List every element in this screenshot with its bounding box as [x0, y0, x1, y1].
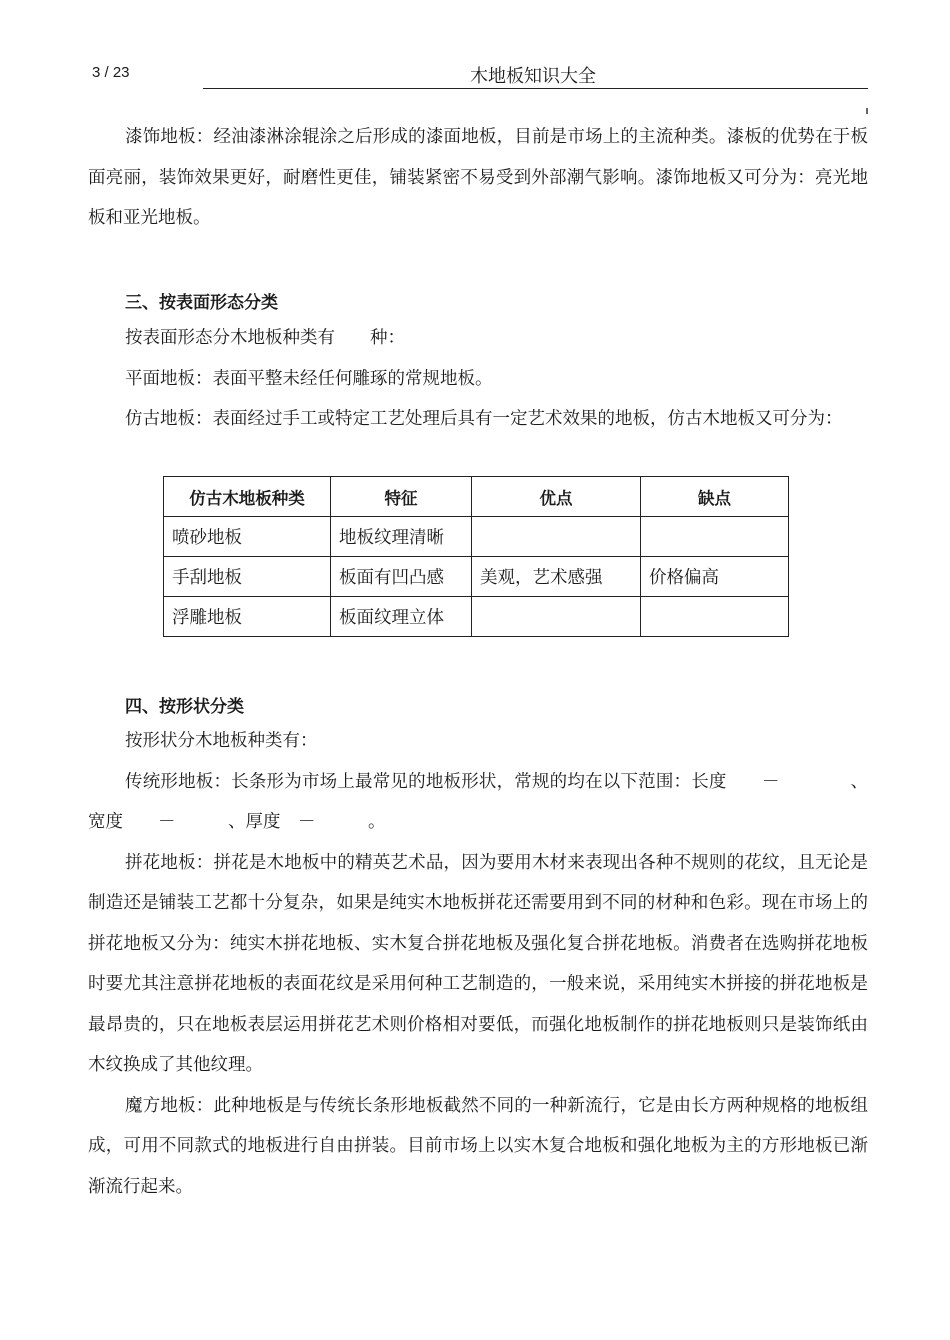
table-cell: 板面有凹凸感 — [331, 557, 472, 597]
table-header-cell: 特征 — [331, 477, 472, 517]
table-cell — [472, 597, 641, 637]
paragraph-lacquer: 漆饰地板：经油漆淋涂辊涂之后形成的漆面地板，目前是市场上的主流种类。漆板的优势在于板面亮丽，装饰效果更好，耐磨性更佳，铺装紧密不易受到外部潮气影响。漆饰地板又可分为：亮光地板和亚光地板。 — [88, 127, 868, 228]
table-cell — [641, 517, 789, 557]
table-header-cell: 仿古木地板种类 — [164, 477, 331, 517]
section-3-intro: 按表面形态分木地板种类有 种： — [125, 328, 405, 348]
table-cell: 地板纹理清晰 — [331, 517, 472, 557]
table-cell — [472, 517, 641, 557]
margin-tick — [866, 108, 868, 114]
table-row — [164, 557, 789, 597]
section-4-intro: 按形状分木地板种类有： — [125, 731, 318, 751]
section-4-heading: 四、按形状分类 — [125, 697, 244, 717]
section-3-heading: 三、按表面形态分类 — [125, 293, 278, 313]
table-header-cell: 缺点 — [641, 477, 789, 517]
page-number: 3 / 23 — [92, 64, 130, 81]
table-header-cell: 优点 — [472, 477, 641, 517]
table-cell: 板面纹理立体 — [331, 597, 472, 637]
table-row — [164, 597, 789, 637]
section-3-body — [88, 318, 868, 440]
document-title: 木地板知识大全 — [470, 66, 596, 87]
table-cell: 价格偏高 — [641, 557, 789, 597]
header-rule — [203, 88, 868, 89]
traditional-floor-text: 传统形地板：长条形为市场上最常见的地板形状，常规的均在以下范围：长度 － 、宽度 － 、厚度 － 。 — [88, 771, 868, 832]
table-row — [164, 517, 789, 557]
antique-floor-text: 仿古地板：表面经过手工或特定工艺处理后具有一定艺术效果的地板，仿古木地板又可分为： — [125, 409, 843, 429]
table-header-row — [164, 477, 789, 517]
table-cell: 手刮地板 — [164, 557, 331, 597]
table-cell: 美观，艺术感强 — [472, 557, 641, 597]
antique-floor-table — [163, 476, 789, 637]
magic-floor-text: 魔方地板：此种地板是与传统长条形地板截然不同的一种新流行，它是由长方两种规格的地板组成，可用不同款式的地板进行自由拼装。目前市场上以实木复合地板和强化地板为主的方形地板已渐渐流行起来。 — [88, 1095, 868, 1197]
table-cell — [641, 597, 789, 637]
parquet-floor-text: 拼花地板：拼花是木地板中的精英艺术品，因为要用木材来表现出各种不规则的花纹，且无论是制造还是铺装工艺都十分复杂，如果是纯实木地板拼花还需要用到不同的材种和色彩。现在市场上的拼花地板又分为：纯实木拼花地板、实木复合拼花地板及强化复合拼花地板。消费者在选购拼花地板时要尤其注意拼花地板的表面花纹是采用何种工艺制造的，一般来说，采用纯实木拼接的拼花地板是最昂贵的，只在地板表层运用拼花艺术则价格相对要低，而强化地板制作的拼花地板则只是装饰纸由木纹换成了其他纹理。 — [88, 852, 868, 1075]
table-cell: 浮雕地板 — [164, 597, 331, 637]
table-cell: 喷砂地板 — [164, 517, 331, 557]
section-4-body — [88, 721, 868, 1207]
flat-floor-text: 平面地板：表面平整未经任何雕琢的常规地板。 — [125, 368, 493, 389]
